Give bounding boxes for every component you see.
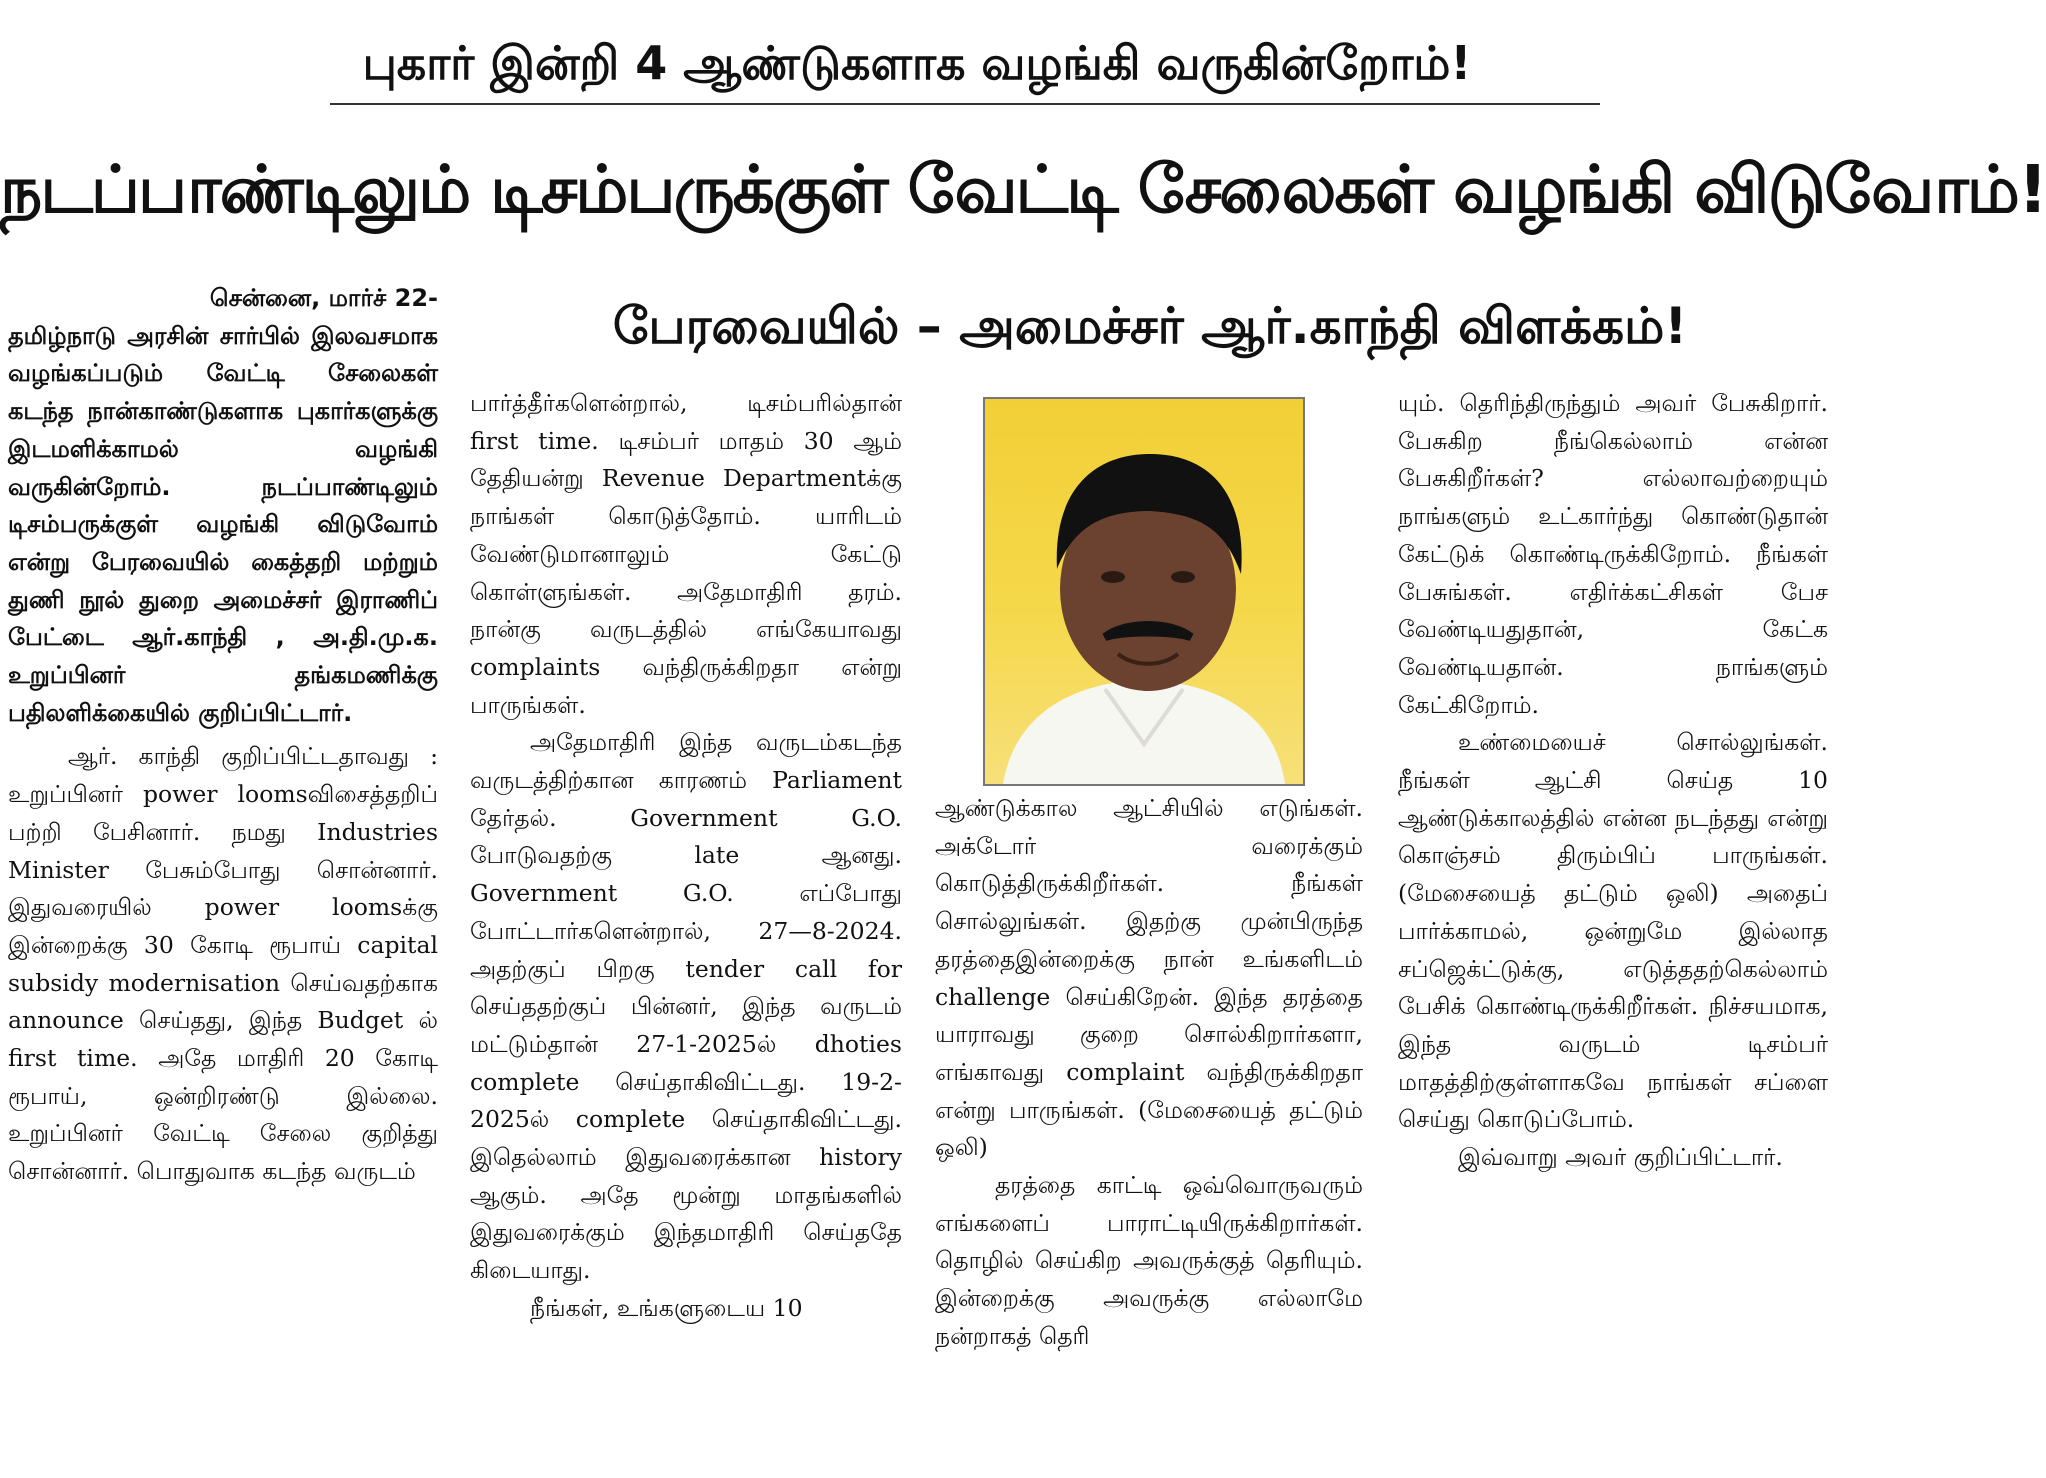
headline-main: நடப்பாண்டிலும் டிசம்பருக்குள் வேட்டி சேலைகள் வழங்கி விடுவோம்! [0,151,2046,228]
body-paragraph: நீங்கள், உங்களுடைய 10 [530,1293,803,1322]
body-paragraph: அதேமாதிரி இந்த வருடம்கடந்த வருடத்திற்கான காரணம் Parliament தேர்தல். Government G.O. போடுவதற்கு late ஆனது. Government G.O. எப்போது போட்டார்களென்றால், 27—8-2024. அதற்குப் பிறகு tender call for செய்ததற்குப் பின்னர், இந்த வருடம் மட்டும்தான் 27-1-2025ல் dhoties complete செய்தாகிவிட்டது. 19-2-2025ல் complete செய்தாகிவிட்டது. இதெல்லாம் இதுவரைக்கான history ஆகும். அதே மூன்று மாதங்களில் இதுவரைக்கும் இந்தமாதிரி செய்ததே கிடையாது. [470,728,902,1285]
lead-paragraph: தமிழ்நாடு அரசின் சார்பில் இலவசமாக வழங்கப்படும் வேட்டி சேலைகள் கடந்த நான்காண்டுகளாக புகார்களுக்கு இடமளிக்காமல் வழங்கி வருகின்றோம். நடப்பாண்டிலும் டிசம்பருக்குள் வழங்கி விடுவோம் என்று பேரவையில் கைத்தறி மற்றும் துணி நூல் துறை அமைச்சர் இராணிப் பேட்டை ஆர்.காந்தி , அ.தி.மு.க. உறுப்பினர் தங்கமணிக்கு பதிலளிக்கையில் குறிப்பிட்டார். [8,321,438,727]
column-1 [8,280,438,1475]
body-paragraph: உண்மையைச் சொல்லுங்கள். நீங்கள் ஆட்சி செய்த 10 ஆண்டுக்காலத்தில் என்ன நடந்தது என்று கொஞ்சம் திரும்பிப் பாருங்கள். (மேசையைத் தட்டும் ஒலி) அதைப் பார்க்காமல், ஒன்றுமே இல்லாத சப்ஜெக்ட்டுக்கு, எடுத்ததற்கெல்லாம் பேசிக் கொண்டிருக்கிறீர்கள். நிச்சயமாக, இந்த வருடம் டிசம்பர் மாதத்திற்குள்ளாகவே நாங்கள் சப்ளை செய்து கொடுப்போம். [1398,728,1828,1134]
body-paragraph: யும். தெரிந்திருந்தும் அவர் பேசுகிறார். பேசுகிற நீங்கெல்லாம் என்ன பேசுகிறீர்கள்? எல்லாவற்றையும் நாங்களும் உட்கார்ந்து கொண்டுதான் கேட்டுக் கொண்டிருக்கிறோம். நீங்கள் பேசுங்கள். எதிர்க்கட்சிகள் பேச வேண்டியதுதான், கேட்க வேண்டியதான். நாங்களும் கேட்கிறோம். [1398,389,1828,719]
body-paragraph: தரத்தை காட்டி ஒவ்வொருவரும் எங்களைப் பாராட்டியிருக்கிறார்கள். தொழில் செய்கிற அவருக்குத் தெரியும். இன்றைக்கு அவருக்கு எல்லாமே நன்றாகத் தெரி [935,1171,1363,1350]
dateline: சென்னை, மார்ச் 22- [209,284,438,312]
portrait-photo [983,397,1305,786]
body-paragraph: இவ்வாறு அவர் குறிப்பிட்டார். [1458,1143,1783,1172]
headline-top: புகார் இன்றி 4 ஆண்டுகளாக வழங்கி வருகின்றோம்! [362,36,1472,90]
subheadline: பேரவையில் – அமைச்சர் ஆர்.காந்தி விளக்கம்! [612,297,1688,355]
column-3 [935,790,1363,1475]
portrait-icon [985,399,1303,784]
body-paragraph: ஆண்டுக்கால ஆட்சியில் எடுங்கள். அக்டோர் வரைக்கும் கொடுத்திருக்கிறீர்கள். நீங்கள் சொல்லுங்கள். இதற்கு முன்பிருந்த தரத்தைஇன்றைக்கு நான் உங்களிடம் challenge செய்கிறேன். இந்த தரத்தை யாராவது குறை சொல்கிறார்களா, எங்காவது complaint வந்திருக்கிறதா என்று பாருங்கள். (மேசையைத் தட்டும் ஒலி) [935,794,1363,1162]
column-2 [470,385,902,1475]
body-paragraph: ஆர். காந்தி குறிப்பிட்டதாவது : உறுப்பினர் power loomsவிசைத்தறிப் பற்றி பேசினார். நமது Industries Minister பேசும்போது சொன்னார். இதுவரையில் power loomsக்கு இன்றைக்கு 30 கோடி ரூபாய் capital subsidy modernisation செய்வதற்காக announce செய்தது, இந்த Budget ல் first time. அதே மாதிரி 20 கோடி ரூபாய், ஒன்றிரண்டு இல்லை. உறுப்பினர் வேட்டி சேலை குறித்து சொன்னார். பொதுவாக கடந்த வருடம் [8,742,438,1186]
body-paragraph: பார்த்தீர்களென்றால், டிசம்பரில்தான் first time. டிசம்பர் மாதம் 30 ஆம் தேதியன்று Revenue Departmentக்கு நாங்கள் கொடுத்தோம். யாரிடம் வேண்டுமானாலும் கேட்டு கொள்ளுங்கள். அதேமாதிரி தரம். நான்கு வருடத்தில் எங்கேயாவது complaints வந்திருக்கிறதா என்று பாருங்கள். [470,389,902,719]
headline-divider [330,103,1600,105]
column-4 [1398,385,1828,1475]
